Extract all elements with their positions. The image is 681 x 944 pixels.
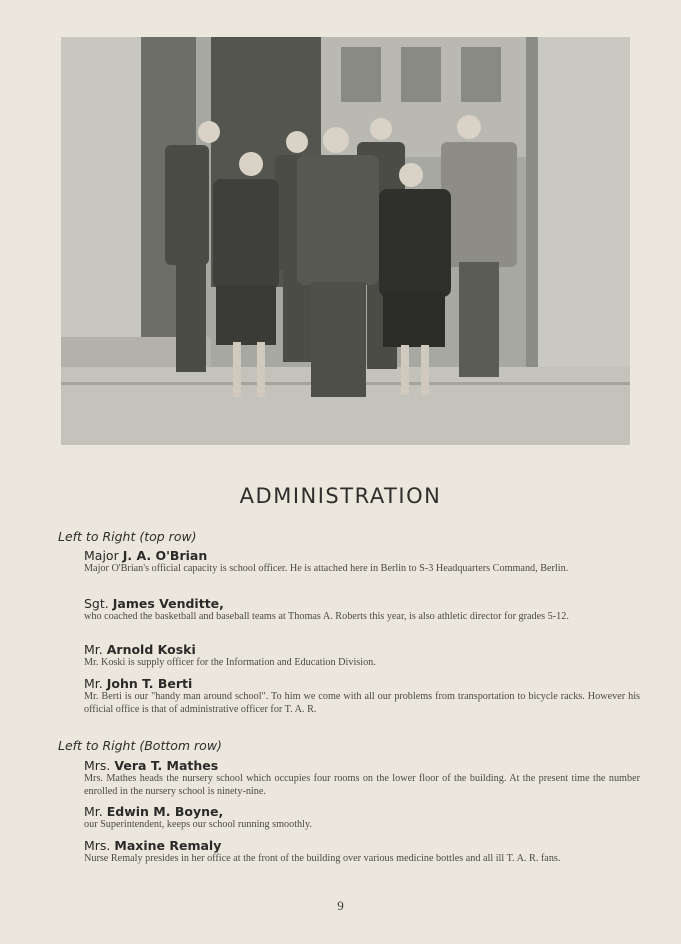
person-name: Mr. Arnold Koski: [84, 642, 196, 657]
page-title: ADMINISTRATION: [239, 484, 442, 508]
section-label-top-row: Left to Right (top row): [58, 529, 197, 544]
person-entry: [84, 596, 640, 624]
person-name: Mr. John T. Berti: [84, 676, 193, 691]
person-description: Major O'Brian's official capacity is school officer. He is attached here in Berlin to S-3 Headquarters Command, Berlin.: [84, 563, 569, 574]
person-description: Mrs. Mathes heads the nursery school which occupies four rooms on the lower floor of the building. At the present time the number enrolled in the nursery school is ninety-nine.: [84, 773, 640, 797]
page-number: 9: [337, 898, 344, 913]
person-name: Sgt. James Venditte,: [84, 596, 224, 611]
person-entry: [84, 642, 640, 670]
person-entry: [84, 838, 640, 866]
group-photo: [61, 37, 630, 445]
person-entry: [84, 804, 640, 832]
person-name: Mr. Edwin M. Boyne,: [84, 804, 224, 819]
section-label-bottom-row: Left to Right (Bottom row): [58, 738, 222, 753]
person-entry: [84, 676, 640, 716]
person-description: Nurse Remaly presides in her office at the front of the building over various medicine bottles and all ill T. A. R. fans.: [84, 853, 561, 864]
person-description: our Superintendent, keeps our school running smoothly.: [84, 819, 312, 830]
person-description: Mr. Berti is our "handy man around school". To him we come with all our problems from transportation to bicycle racks. However his official office is that of administrative officer for T. A. R.: [84, 691, 640, 715]
person-entry: [84, 548, 640, 576]
person-name: Mrs. Maxine Remaly: [84, 838, 222, 853]
person-description: Mr. Koski is supply officer for the Information and Education Division.: [84, 657, 376, 668]
person-entry: [84, 758, 640, 798]
person-name: Major J. A. O'Brian: [84, 548, 208, 563]
person-description: who coached the basketball and baseball teams at Thomas A. Roberts this year, is also athletic director for grades 5-12.: [84, 611, 569, 622]
person-name: Mrs. Vera T. Mathes: [84, 758, 219, 773]
